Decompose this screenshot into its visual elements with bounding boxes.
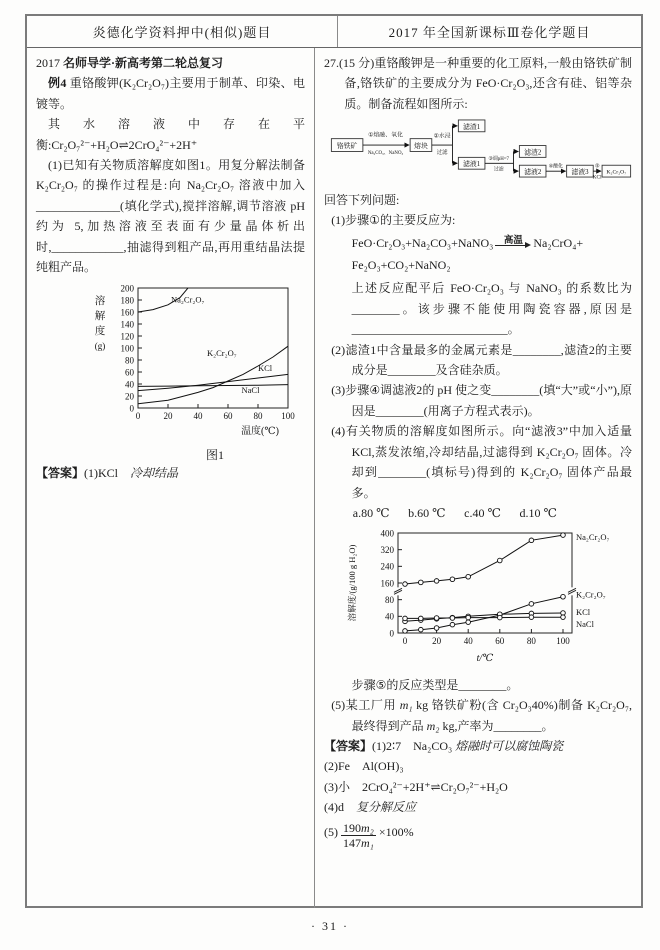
question-1-text: (1)已知有关物质溶解度如图1。用复分解法制备 K₂Cr₂O₇ 的操作过程是:向 Na₂Cr₂O₇ 溶液中加入______________(填化学式),搅拌溶解,调节溶液 pH 约为 5,加热溶液至表面有少量晶体析出时,____________,抽滤得到粗产品,再用重结晶法提纯粗产品。 — [36, 158, 305, 275]
flow-step1-top-label: ①熔融、氧化 — [368, 132, 403, 139]
svg-text:80: 80 — [385, 595, 394, 606]
svg-text:20: 20 — [432, 636, 442, 647]
svg-text:(g): (g) — [94, 341, 106, 352]
source-year: 2017 — [36, 56, 60, 70]
svg-text:140: 140 — [120, 319, 134, 330]
svg-text:Na₂Cr₂O₇: Na₂Cr₂O₇ — [171, 294, 205, 305]
table-header-row — [27, 16, 641, 48]
svg-text:40: 40 — [193, 411, 203, 422]
question-27-intro: 27.(15 分)重铬酸钾是一种重要的化工原料,一般由铬铁矿制备,铬铁矿的主要成分为 FeO·Cr₂O₃,还含有硅、铝等杂质。制备流程如图所示: — [324, 56, 632, 111]
question-2: (2)滤渣1中含量最多的金属元素是________,滤渣2的主要成分是________及含硅杂质。 — [331, 342, 632, 378]
q1-head: (1)步骤①的主要反应为: — [331, 213, 456, 228]
flow-step3-bottom-label: 过滤 — [493, 167, 504, 173]
svg-text:t/℃: t/℃ — [476, 653, 494, 665]
q4-tail: 步骤⑤的反应类型是________。 — [351, 677, 519, 692]
flow-node-residue1-label: 滤渣1 — [463, 124, 481, 132]
answer-4-rest: 复分解反应 — [356, 800, 417, 815]
svg-text:溶解度/(g/100 g H₂O): 溶解度/(g/100 g H₂O) — [347, 545, 357, 622]
svg-text:160: 160 — [380, 578, 394, 589]
q5-part: kg 铬铁矿粉(含 Cr₂O₃40%)制备 K₂Cr₂O₇,最终得到产品 — [351, 698, 633, 733]
equilibrium-line: 其水溶液中存在平衡:Cr₂O₇²⁻+H₂O⇌2CrO₄²⁻+2H⁺ — [36, 117, 305, 152]
svg-text:NaCl: NaCl — [576, 619, 594, 630]
flow-node-filtrate3-label: 滤液3 — [571, 169, 589, 177]
option-b: b.60 ℃ — [408, 505, 446, 520]
svg-text:40: 40 — [385, 611, 394, 622]
flow-node-residue2-label: 滤渣2 — [524, 149, 542, 157]
svg-text:0: 0 — [129, 403, 134, 414]
svg-text:80: 80 — [125, 355, 134, 366]
question-3: (3)步骤④调滤液2的 pH 使之变________(填“大”或“小”),原因是________(用离子方程式表示)。 — [331, 383, 632, 418]
svg-text:0: 0 — [402, 636, 408, 647]
option-row — [353, 503, 632, 523]
svg-text:80: 80 — [253, 411, 263, 422]
flow-node-ore-label: 铬铁矿 — [336, 143, 358, 151]
solubility-chart-1 — [88, 282, 300, 440]
svg-text:KCl: KCl — [258, 363, 273, 374]
flow-node-filtrate1-label: 滤液1 — [463, 161, 481, 169]
svg-text:KCl: KCl — [576, 607, 591, 618]
example-text: 重铬酸钾(K₂Cr₂O₇)主要用于制革、印染、电镀等。 — [36, 76, 305, 111]
answer-3-head: (3)小 — [324, 779, 350, 794]
answer-5-head: (5) — [324, 824, 338, 839]
flow-node-filtrate2-label: 滤液2 — [524, 169, 542, 177]
svg-text:Na₂Cr₂O₇: Na₂Cr₂O₇ — [576, 532, 610, 543]
solubility-chart-1-wrap — [88, 282, 300, 462]
svg-text:400: 400 — [380, 528, 394, 539]
svg-text:20: 20 — [163, 411, 173, 422]
flow-step5-top-label: ⑤ — [594, 163, 600, 170]
figure-1-caption: 图1 — [205, 447, 224, 462]
equation-left: FeO·Cr₂O₃+Na₂CO₃+NaNO₃ — [351, 236, 494, 251]
example-line — [36, 73, 305, 114]
source-title: 名师导学·新高考第二轮总复习 — [63, 56, 224, 70]
answer-block — [324, 736, 632, 850]
svg-text:K₂Cr₂O₇: K₂Cr₂O₇ — [207, 348, 237, 359]
example-label: 例4 — [48, 76, 70, 91]
answer-1-text: 熔融时可以腐蚀陶瓷 — [455, 738, 564, 753]
flow-step4-label: ④酸化 — [548, 164, 563, 170]
svg-text:40: 40 — [463, 636, 473, 647]
q5-part: kg,产率为________。 — [439, 718, 554, 733]
svg-text:200: 200 — [120, 283, 134, 294]
reaction-condition-arrow — [495, 235, 531, 250]
svg-text:80: 80 — [526, 636, 536, 647]
fraction-numerator: 190m₂ — [343, 820, 374, 835]
fraction-denominator: 147m₁ — [343, 835, 374, 850]
left-column — [27, 48, 315, 908]
left-answer-line — [36, 463, 305, 483]
svg-text:0: 0 — [389, 628, 394, 639]
svg-text:60: 60 — [125, 367, 134, 378]
answer-line-2 — [324, 756, 632, 776]
equation-right: Na₂CrO₄+ — [533, 236, 584, 251]
header-right-title: 2017 年全国新课标Ⅲ卷化学题目 — [388, 25, 591, 40]
source-line — [36, 53, 305, 73]
solubility-chart-2 — [342, 526, 624, 666]
page-border-table — [25, 14, 643, 908]
answer-head: (1)KCl — [84, 465, 119, 480]
svg-text:NaCl: NaCl — [241, 385, 260, 396]
answer-3-equation: 2CrO₄²⁻+2H⁺⇌Cr₂O₇²⁻+H₂O — [362, 779, 508, 794]
svg-text:溶: 溶 — [94, 296, 106, 308]
answer-text: 冷却结晶 — [130, 465, 179, 480]
svg-text:100: 100 — [556, 636, 570, 647]
flow-node-product-label: K₂Cr₂O₇ — [606, 169, 627, 176]
process-flowchart — [330, 117, 632, 186]
flow-step1-bottom-label: Na₂CO₃、NaNO₃ — [367, 151, 404, 157]
answer-2-head: (2)Fe — [324, 759, 350, 774]
answer-label: 【答案】 — [36, 465, 85, 480]
svg-text:度: 度 — [94, 326, 106, 338]
answer-line-5 — [324, 821, 632, 851]
flow-node-block-label: 熔块 — [414, 143, 428, 151]
two-column-body — [27, 48, 641, 908]
svg-text:温度(℃): 温度(℃) — [241, 426, 279, 438]
question-5 — [331, 695, 632, 736]
svg-text:100: 100 — [120, 343, 134, 354]
svg-text:20: 20 — [125, 391, 134, 402]
q1-rest: 上述反应配平后 FeO·Cr₂O₃ 与 NaNO₃ 的系数比为________。该步骤不能使用陶瓷容器,原因是__________________________。 — [351, 281, 632, 337]
svg-text:60: 60 — [223, 411, 233, 422]
flow-step3-top-label: ③调pH=7 — [488, 157, 509, 163]
reaction-equation — [352, 232, 632, 276]
q5-part: (5)某工厂用 — [331, 698, 400, 713]
svg-text:160: 160 — [120, 307, 134, 318]
answer-1-ratio: (1)2∶7 — [372, 738, 402, 753]
svg-text:60: 60 — [495, 636, 505, 647]
right-column — [315, 48, 641, 908]
q5-var-m2: m₂ — [426, 718, 440, 733]
answer-1-formula: Na₂CO₃ — [413, 738, 453, 753]
answer-label: 【答案】 — [324, 738, 373, 753]
prompt-line: 回答下列问题: — [324, 192, 400, 207]
flowchart-svg — [330, 117, 632, 180]
answer-line-3 — [324, 777, 632, 797]
answer-5-fraction — [341, 821, 376, 851]
svg-text:解: 解 — [94, 311, 106, 323]
flow-step2-top-label: ②水浸 — [433, 133, 451, 140]
question-4: (4)有关物质的溶解度如图所示。向“滤液3”中加入适量 KCl,蒸发浓缩,冷却结晶,过滤得到 K₂Cr₂O₇ 固体。冷却到________(填标号)得到的 K₂Cr₂O₇ 固体产品最多。 — [331, 424, 632, 500]
option-d: d.10 ℃ — [519, 505, 557, 520]
svg-text:100: 100 — [281, 411, 295, 422]
svg-text:40: 40 — [125, 379, 134, 390]
svg-text:120: 120 — [120, 331, 134, 342]
page-number: · 31 · — [311, 919, 349, 933]
svg-text:180: 180 — [120, 295, 134, 306]
option-c: c.40 ℃ — [464, 505, 501, 520]
answer-2-rest: Al(OH)₃ — [362, 759, 404, 774]
svg-text:240: 240 — [380, 561, 394, 572]
answer-line-1 — [324, 736, 632, 756]
answer-4-head: (4)d — [324, 800, 344, 815]
q5-var-m1: m₁ — [399, 698, 413, 713]
flow-step5-bottom-label: KCl — [592, 174, 602, 181]
header-left-title: 炎德化学资料押中(相似)题目 — [27, 16, 338, 47]
option-a: a.80 ℃ — [352, 505, 390, 520]
flow-step2-bottom-label: 过滤 — [436, 150, 448, 157]
svg-text:K₂Cr₂O₇: K₂Cr₂O₇ — [576, 589, 606, 600]
answer-5-suffix: ×100% — [378, 824, 414, 839]
condition-label: 高温 — [503, 236, 523, 247]
svg-text:320: 320 — [380, 545, 394, 556]
svg-text:0: 0 — [135, 411, 141, 422]
equation-line2: Fe₂O₃+CO₂+NaNO₂ — [351, 258, 451, 273]
solubility-chart-2-wrap — [342, 526, 632, 672]
answer-line-4 — [324, 797, 632, 817]
